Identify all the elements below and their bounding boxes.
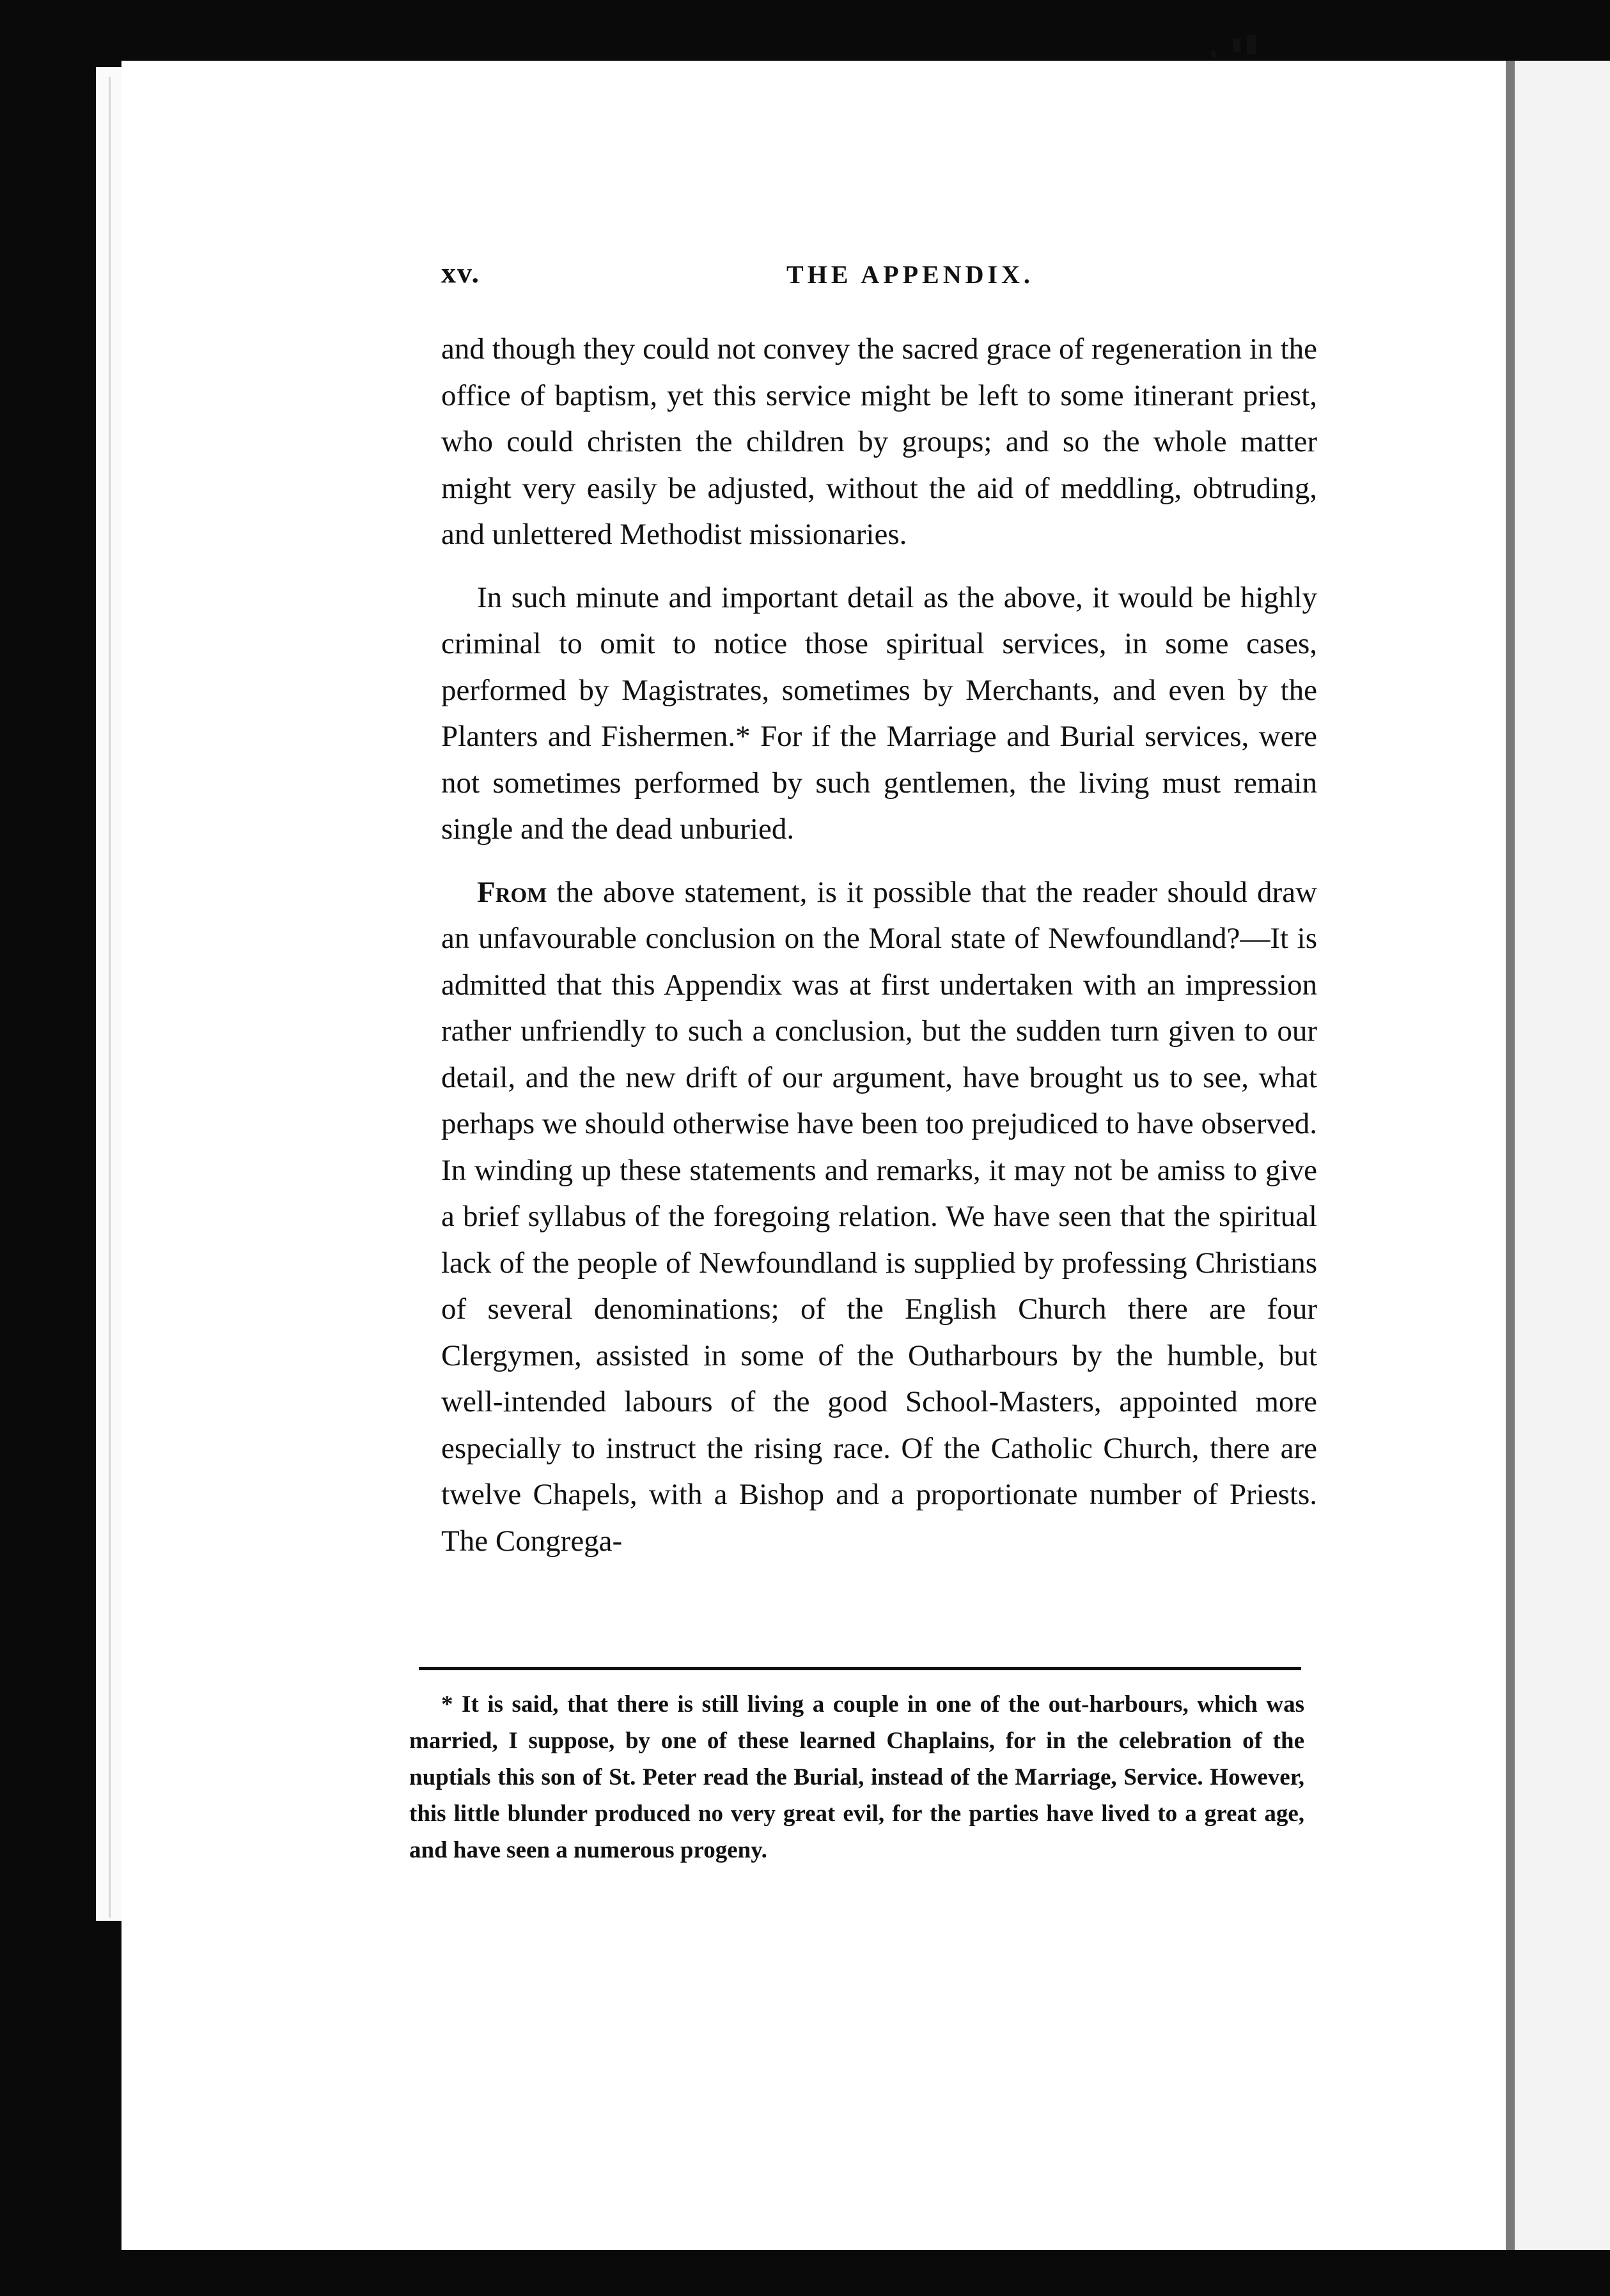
body-text: [441, 326, 1317, 1581]
footnote-text: * It is said, that there is still living a couple in one of the out-harbours, which was married, I suppose, by one of these learned Chaplains, for in the celebration of the nuptials this son of St. Peter read the Burial, instead of the Marriage, Service. However, this little blunder produced no very great evil, for the parties have lived to a great age, and have seen a numerous progeny.: [409, 1691, 1304, 1863]
paragraph-lead-word: From: [477, 875, 547, 909]
footnote-rule: [419, 1667, 1301, 1670]
scan-speck: [1247, 35, 1256, 54]
gutter-shadow: [1506, 61, 1515, 2250]
running-title: THE APPENDIX.: [786, 260, 1034, 289]
paragraph: and though they could not convey the sacred grace of regeneration in the office of baptism, yet this service might be left to some itinerant priest, who could christen the children by groups; and so the whole matter might very easily be adjusted, without the aid of meddling, obtruding, and unlettered Methodist missionaries.: [441, 332, 1317, 551]
paragraph-text: the above statement, is it possible that the reader should draw an unfavourable conclusion on the Moral state of Newfoundland?—It is admitted that this Appendix was at first undertaken with an impression rather unfriendly to such a conclusion, but the sudden turn given to our detail, and the new drift of our argument, have brought us to see, what perhaps we should otherwise have been too prejudiced to have observed. In winding up these statements and remarks, it may not be amiss to give a brief syllabus of the foregoing relation. We have seen that the spiritual lack of the people of Newfoundland is supplied by professing Christians of several denominations; of the English Church there are four Clergymen, assisted in some of the Outharbours by the humble, but well-intended labours of the good School-Masters, appointed more especially to instruct the rising race. Of the Catholic Church, there are twelve Chapels, with a Bishop and a proportionate number of Priests. The Congrega-: [441, 875, 1317, 1558]
footnote: [409, 1686, 1304, 1868]
facing-page-edge: [1515, 61, 1610, 2250]
scan-speck: [1212, 51, 1215, 58]
paragraph: In such minute and important detail as the above, it would be highly criminal to omit to notice those spiritual services, in some cases, performed by Magistrates, sometimes by Merchants, and even by the Planters and Fishermen.* For if the Marriage and Burial services, were not sometimes performed by such gentlemen, the living must remain single and the dead unburied.: [441, 580, 1317, 846]
paragraph: [441, 869, 1317, 1565]
page-edge-line: [109, 77, 111, 1918]
running-head: [441, 256, 1317, 300]
page-number: xv.: [441, 256, 480, 289]
scan-speck: [1233, 38, 1240, 52]
